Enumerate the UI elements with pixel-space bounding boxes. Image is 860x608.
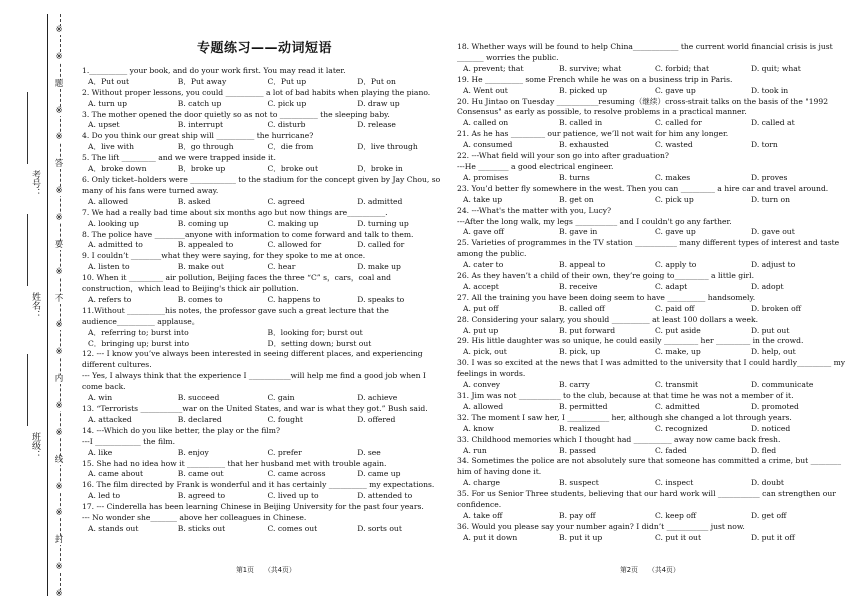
answer-options (457, 86, 847, 97)
answer-option: B. put forward (559, 325, 616, 335)
answer-option: B. pay off (559, 510, 596, 520)
answer-option: A. prevent; that (463, 63, 524, 73)
binding-char-mark: 题 (54, 78, 64, 89)
answer-option: A. put it down (463, 532, 518, 542)
binding-star-mark: ※ (53, 26, 65, 35)
page-title: 专题练习——动词短语 (196, 41, 332, 56)
footer-page-right: 第2页 （共4页） (620, 566, 680, 574)
answer-options (82, 197, 447, 208)
answer-option: A. allowed (88, 196, 129, 206)
binding-char-mark: 答 (54, 159, 64, 170)
answer-option: C. gain (267, 393, 295, 403)
answer-option: D. sorts out (357, 523, 402, 533)
answer-options (457, 260, 847, 271)
question-stem: 19. He __________ some French while he was on a business trip in Paris. (457, 74, 733, 84)
answer-option: A．live with (88, 142, 135, 152)
answer-options (457, 380, 847, 391)
answer-option: C. recognized (655, 423, 708, 433)
answer-option: C. forbid; that (655, 63, 710, 73)
binding-star-mark: ※ (53, 107, 65, 116)
answer-option: A. consumed (463, 140, 513, 150)
question-stem: 8. The police have ________anyone with information to come forward and talk to them. (82, 229, 414, 239)
answer-option: A. like (88, 447, 113, 457)
answer-options (82, 491, 447, 502)
answer-option: A. upset (88, 120, 120, 130)
answer-option: A. allowed (463, 401, 504, 411)
answer-option: B．go through (177, 142, 234, 152)
answer-options (457, 424, 847, 435)
question-stem: 36. Would you please say your number again? I didn’t ___________ just now. (457, 521, 745, 531)
answer-option: B. survive; what (559, 63, 622, 73)
answer-option: A. Went out (463, 85, 508, 95)
answer-options (457, 533, 847, 544)
answer-option: A．Put out (88, 76, 130, 86)
answer-options (457, 64, 847, 75)
answer-option: A．broke down (88, 164, 147, 174)
answer-option: C. inspect (655, 478, 694, 488)
answer-option: D．Put on (357, 76, 396, 86)
answer-option: C．die from (267, 142, 314, 152)
answer-option: D. doubt (751, 478, 784, 488)
answer-option: C. makes (655, 172, 691, 182)
question-stem: 15. She had no idea how it __________ that her husband met with trouble again. (82, 458, 387, 468)
answer-options (457, 511, 847, 522)
answer-options (82, 219, 447, 230)
question-stem: 5. The lift _________ and we were trapped inside it. (82, 153, 276, 163)
answer-option: C. paid off (655, 303, 695, 313)
binding-char-mark: 封 (54, 535, 64, 546)
answer-option: A. listen to (88, 262, 130, 272)
answer-option: C．Put up (267, 76, 307, 86)
answer-options (457, 446, 847, 457)
answer-option: D. see (357, 447, 381, 457)
answer-option: A. charge (463, 478, 500, 488)
answer-options (457, 304, 847, 315)
question-stem: 9. I couldn’t ________what they were saying, for they spoke to me at once. (82, 251, 366, 261)
answer-option: C. keep off (655, 510, 697, 520)
answer-option: D. help, out (751, 347, 796, 357)
answer-options (82, 77, 447, 88)
answer-option: D. called for (357, 240, 405, 250)
left-question-list (82, 66, 447, 535)
answer-option: D. attended to (357, 491, 413, 501)
question-stem: 25. Varieties of programmes in the TV station ___________ many different types of interest and taste among the public. (457, 238, 840, 259)
binding-char-mark: 要 (54, 239, 64, 250)
answer-option: B. succeed (177, 393, 220, 403)
right-question-list (457, 42, 847, 544)
answer-option: D. noticed (751, 423, 791, 433)
answer-options (457, 402, 847, 413)
question-stem: 29. His little daughter was so unique, he could easily _________ her _________ in the crowd. (457, 336, 804, 346)
answer-option: C. making up (267, 218, 319, 228)
question-stem: 33. Childhood memories which I thought had __________ away now came back fresh. (457, 434, 781, 444)
answer-option: D. draw up (357, 98, 400, 108)
answer-options (457, 118, 847, 129)
answer-option: B．broke up (177, 164, 226, 174)
binding-star-mark: ※ (53, 214, 65, 223)
answer-option: A. came about (88, 469, 144, 479)
answer-option: B. turns (559, 172, 590, 182)
left-column (82, 0, 447, 535)
answer-option: D. proves (751, 172, 788, 182)
answer-options (82, 328, 447, 350)
question-stem: 26. As they haven’t a child of their own, they’re going to_________ a little girl. (457, 271, 755, 281)
answer-option: C. apply to (655, 260, 697, 270)
answer-option: B. permitted (559, 401, 608, 411)
answer-option: A. run (463, 445, 487, 455)
answer-options (457, 227, 847, 238)
answer-option: A. accept (463, 281, 499, 291)
footer-page-left: 第1页 （共4页） (236, 566, 296, 574)
answer-option: B. catch up (177, 98, 222, 108)
question-stem: 32. The moment I saw her, I ___________ her, although she changed a lot through years. (457, 412, 792, 422)
binding-margin (0, 0, 78, 608)
question-stem: 13. “Terrorists ___________war on the United States, and war is what they got.” Bush said. (82, 404, 428, 413)
answer-option: B. comes to (177, 294, 223, 304)
answer-option: D. put it off (751, 532, 795, 542)
binding-char-mark: 不 (54, 293, 64, 304)
answer-option: B. appeal to (559, 260, 606, 270)
question-stem: 27. All the training you have been doing seem to have __________ handsomely. (457, 292, 756, 302)
answer-option: C. faded (655, 445, 687, 455)
answer-option: D. gave out (751, 227, 795, 237)
answer-option: A. take off (463, 510, 503, 520)
answer-option: C. allowed for (267, 240, 322, 250)
answer-option: D. communicate (751, 380, 814, 390)
answer-option: A. cater to (463, 260, 504, 270)
answer-options (82, 524, 447, 535)
answer-option: A. refers to (88, 294, 132, 304)
answer-option: A. called on (463, 118, 509, 128)
answer-option: B. sticks out (177, 523, 226, 533)
question-stem: 24. ---What's the matter with you, Lucy? (457, 205, 612, 215)
answer-option: B. receive (559, 281, 598, 291)
answer-option: C. comes out (267, 523, 318, 533)
question-stem: 1.__________ your book, and do your work first. You may read it later. (82, 65, 346, 75)
question-stem: 11.Without __________his notes, the professor gave such a great lecture that the audience__________ applause。 (82, 305, 389, 326)
answer-option: D. turn on (751, 194, 790, 204)
answer-option: D. turning up (357, 218, 409, 228)
answer-options (82, 448, 447, 459)
binder-field-writing-line (27, 92, 29, 164)
answer-option: C. put it out (655, 532, 701, 542)
answer-option: B. appealed to (177, 240, 234, 250)
answer-option: D. admitted (357, 196, 403, 206)
question-stem: 31. Jim was not ___________ to the club, because at that time he was not a member of it. (457, 391, 794, 400)
question-stem: 34. Sometimes the police are not absolutely sure that someone has committed a crime, but ________ him of having done it. (457, 456, 842, 477)
answer-options (82, 142, 447, 153)
binding-star-mark: ※ (53, 590, 65, 599)
answer-option: A. put up (463, 325, 499, 335)
answer-option: D. offered (357, 414, 396, 424)
answer-option: C. called for (655, 118, 702, 128)
question-stem: --- Yes, I always think that the experience I ___________will help me find a good job when I come back. (82, 371, 426, 392)
answer-option: C. fought (267, 414, 303, 424)
answer-option: A. put off (463, 303, 499, 313)
answer-option: B. called in (559, 118, 603, 128)
question-stem: 22. ---What field will your son go into after graduation? (457, 151, 669, 161)
answer-options (457, 326, 847, 337)
answer-option: B. asked (177, 196, 211, 206)
answer-option: B. gave in (559, 227, 598, 237)
question-stem: 35. For us Senior Three students, believing that our hard work will ___________ can strengthen our confidence. (457, 489, 836, 510)
answer-option: C. agreed (267, 196, 305, 206)
answer-option: A．referring to; burst into (88, 327, 189, 337)
answer-option: A. led to (88, 491, 121, 501)
answer-option: C. gave up (655, 85, 696, 95)
answer-options (82, 120, 447, 131)
answer-options (457, 478, 847, 489)
question-stem: ---He ________ a good electrical engineer. (457, 161, 614, 171)
answer-option: B. agreed to (177, 491, 226, 501)
binding-star-mark: ※ (53, 509, 65, 518)
question-stem: --- No wonder she_______ above her colleagues in Chinese. (82, 513, 307, 523)
answer-option: D. adjust to (751, 260, 796, 270)
answer-option: B. interrupt (177, 120, 224, 130)
answer-option: C. lived up to (267, 491, 319, 501)
answer-option: C. make, up (655, 347, 701, 357)
answer-option: C. came across (267, 469, 326, 479)
binding-star-mark: ※ (53, 348, 65, 357)
question-stem: 2. Without proper lessons, you could __________ a lot of bad habits when playing the piano. (82, 87, 431, 97)
answer-option: D. came up (357, 469, 401, 479)
answer-option: C. adapt (655, 281, 688, 291)
question-stem: 28. Considering your salary, you should __________ at least 100 dollars a week. (457, 314, 759, 324)
answer-option: C. hear (267, 262, 296, 272)
answer-option: A. looking up (88, 218, 139, 228)
answer-option: B．looking for; burst out (267, 327, 363, 337)
answer-option: C. admitted (655, 401, 700, 411)
binding-star-mark: ※ (53, 268, 65, 277)
answer-option: B. make out (177, 262, 224, 272)
answer-option: C．bringing up; burst into (88, 338, 190, 348)
answer-option: D. put out (751, 325, 790, 335)
answer-option: A. take up (463, 194, 503, 204)
question-stem: ---After the long walk, my legs ___________ and I couldn't go any farther. (457, 216, 732, 226)
question-stem: 30. I was so excited at the news that I was admitted to the university that I could hardly_________ my feelings in words. (457, 358, 846, 379)
answer-options (82, 99, 447, 110)
question-stem: 16. The film directed by Frank is wonderful and it has certainly __________ my expectations. (82, 480, 435, 490)
binding-star-mark: ※ (53, 429, 65, 438)
answer-option: D. achieve (357, 393, 398, 403)
answer-options (82, 415, 447, 426)
answer-option: D. promoted (751, 401, 799, 411)
answer-option: B．Put away (177, 76, 227, 86)
answer-option: B. pick, up (559, 347, 601, 357)
answer-option: C. pick up (655, 194, 694, 204)
answer-option: A. gave off (463, 227, 504, 237)
answer-option: B. called off (559, 303, 605, 313)
answer-option: A. promises (463, 172, 509, 182)
question-stem: 23. You’d better fly somewhere in the west. Then you can _________ a hire car and travel around. (457, 183, 829, 193)
binder-field-writing-line (27, 214, 29, 286)
right-column (457, 0, 847, 544)
answer-options (82, 164, 447, 175)
answer-option: D．live through (357, 142, 418, 152)
answer-option: D. called at (751, 118, 795, 128)
answer-option: B. get on (559, 194, 594, 204)
binder-field-label: 考号： (30, 170, 40, 197)
binding-char-mark: 内 (54, 374, 64, 385)
answer-option: D．broke in (357, 164, 403, 174)
answer-options (82, 262, 447, 273)
answer-option: D. make up (357, 262, 401, 272)
binder-field-label: 班级： (30, 432, 40, 459)
answer-option: C. pick up (267, 98, 307, 108)
answer-options (457, 140, 847, 151)
binder-field-label: 姓名： (30, 292, 40, 319)
binding-star-mark: ※ (53, 187, 65, 196)
answer-option: A. stands out (88, 523, 139, 533)
answer-options (457, 173, 847, 184)
answer-option: B. passed (559, 445, 596, 455)
question-stem: 18. Whether ways will be found to help China____________ the current world financial crisis is just _______ worries the public. (457, 42, 833, 62)
answer-option: C. gave up (655, 227, 696, 237)
answer-option: B. enjoy (177, 447, 209, 457)
answer-option: C. put aside (655, 325, 701, 335)
answer-option: D．setting down; burst out (267, 338, 372, 348)
answer-option: B. exhausted (559, 140, 609, 150)
answer-option: B. put it up (559, 532, 603, 542)
answer-option: C．broke out (267, 164, 318, 174)
answer-options (457, 195, 847, 206)
answer-option: C. disturb (267, 120, 306, 130)
answer-option: C. wasted (655, 140, 693, 150)
answer-option: D. quit; what (751, 63, 801, 73)
answer-options (82, 469, 447, 480)
question-stem: 3. The mother opened the door quietly so as not to __________ the sleeping baby. (82, 109, 390, 119)
answer-options (82, 240, 447, 251)
answer-option: C. prefer (267, 447, 302, 457)
answer-option: D. took in (751, 85, 789, 95)
binding-line-solid (47, 14, 48, 596)
answer-option: A. win (88, 393, 113, 403)
answer-option: A. admitted to (88, 240, 143, 250)
answer-option: A. know (463, 423, 494, 433)
answer-option: C. transmit (655, 380, 699, 390)
binding-star-mark: ※ (53, 563, 65, 572)
answer-option: D. release (357, 120, 396, 130)
answer-option: A. turn up (88, 98, 127, 108)
binding-star-mark: ※ (53, 53, 65, 62)
answer-option: A. attacked (88, 414, 132, 424)
answer-options (82, 393, 447, 404)
question-stem: 4. Do you think our great ship will __________ the hurricane? (82, 131, 314, 141)
question-stem: ---I ____________ the film. (82, 436, 176, 446)
question-stem: 7. We had a really bad time about six months ago but now things are__________. (82, 207, 388, 217)
answer-option: D. torn (751, 140, 778, 150)
question-stem: 12. --- I know you’ve always been interested in seeing different places, and experiencing different cultures. (82, 349, 423, 370)
answer-option: D. speaks to (357, 294, 405, 304)
binder-field-writing-line (27, 354, 29, 426)
answer-option: A. pick, out (463, 347, 507, 357)
answer-options (82, 295, 447, 306)
question-stem: 21. As he has _________ our patience, we’ll not wait for him any longer. (457, 129, 729, 139)
binding-star-mark: ※ (53, 483, 65, 492)
question-stem: 10. When it _________ air pollution, Beijing faces the three “C” s，cars，coal and construction，which lead to Beijing's thick air pollution. (82, 273, 391, 294)
answer-option: D. broken off (751, 303, 802, 313)
question-stem: 20. Hu Jintao on Tuesday ___________resuming（继续）cross-strait talks on the basis of the "1992 Consensus" as early as possible, to resolve problems in a practical manner. (457, 96, 829, 117)
answer-option: B. coming up (177, 218, 229, 228)
answer-option: B. carry (559, 380, 590, 390)
answer-options (457, 347, 847, 358)
question-stem: 6. Only ticket–holders were ____________ to the stadium for the concept given by Jay Chou, so many of his fans were turned away. (82, 174, 441, 195)
answer-options (457, 282, 847, 293)
answer-option: A. convey (463, 380, 501, 390)
answer-option: B. picked up (559, 85, 608, 95)
answer-option: D. fled (751, 445, 777, 455)
answer-option: B. suspect (559, 478, 599, 488)
answer-option: B. declared (177, 414, 222, 424)
binding-star-mark: ※ (53, 133, 65, 142)
question-stem: 17. --- Cinderella has been learning Chinese in Beijing University for the past four years. (82, 502, 424, 512)
question-stem: 14. ---Which do you like better, the play or the film? (82, 425, 281, 435)
answer-option: D. adopt (751, 281, 784, 291)
binding-star-mark: ※ (53, 402, 65, 411)
answer-option: D. get off (751, 510, 787, 520)
answer-option: B. realized (559, 423, 601, 433)
answer-option: C. happens to (267, 294, 321, 304)
answer-option: B. came out (177, 469, 224, 479)
binding-star-mark: ※ (53, 321, 65, 330)
binding-char-mark: 线 (54, 454, 64, 465)
